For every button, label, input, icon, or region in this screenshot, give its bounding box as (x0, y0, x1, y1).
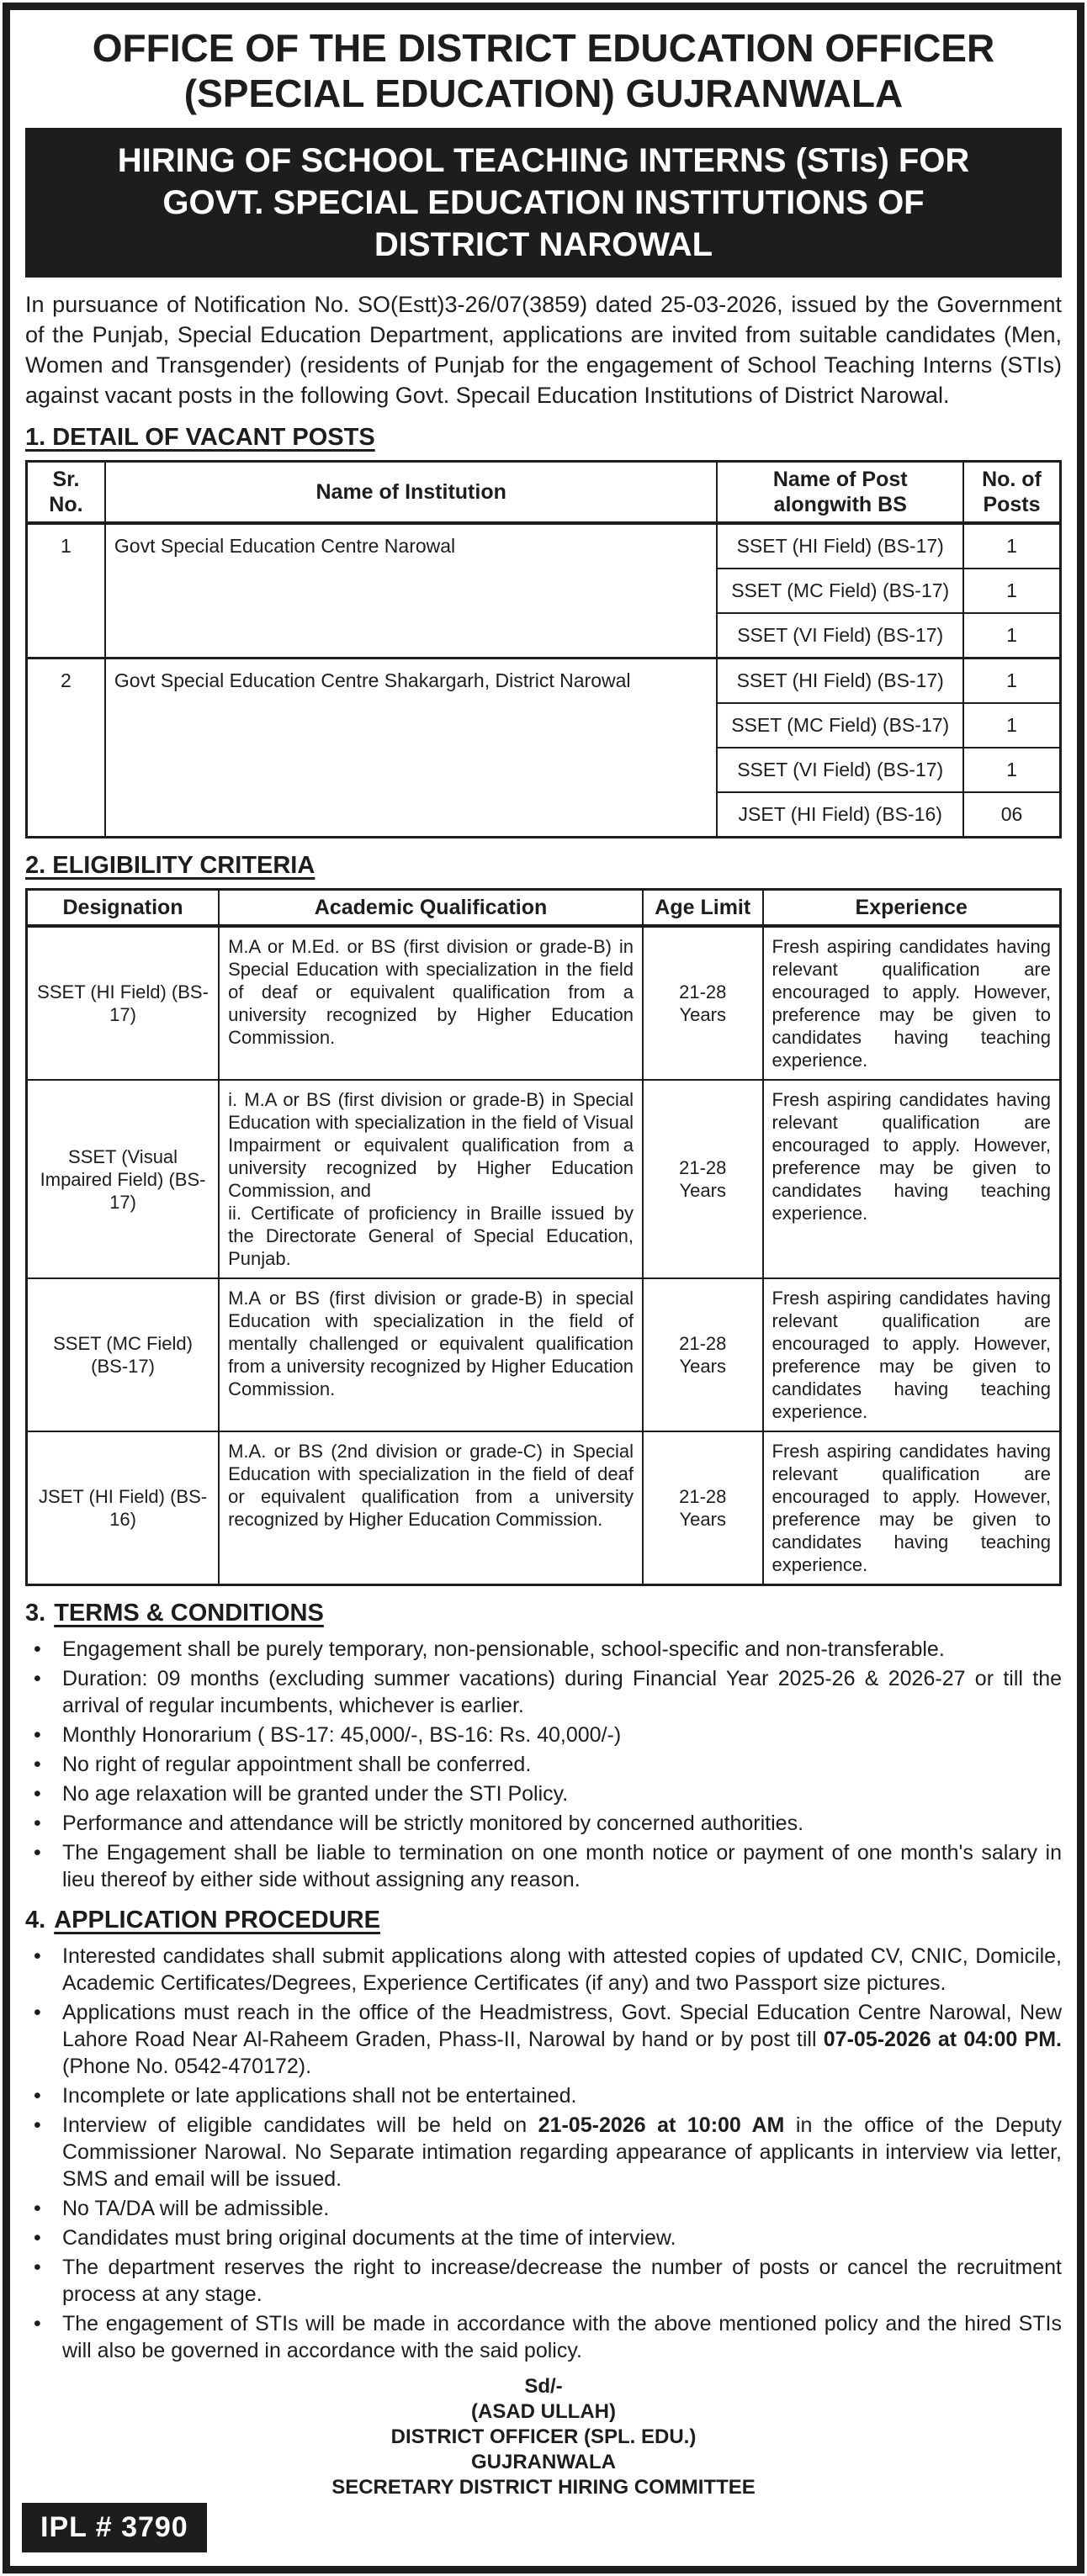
bullet-segment: No age relaxation will be granted under the STI Policy. (62, 1782, 569, 1806)
banner-line: HIRING OF SCHOOL TEACHING INTERNS (STIs) FOR (117, 142, 970, 179)
bullet-dot-icon: • (34, 1753, 41, 1776)
post-count-cell: 1 (963, 523, 1061, 569)
bullet-segment: Duration: 09 months (excluding summer vacations) during Financial Year 2025-26 & 2026-27 or till the arrival of regular incumbents, whichever is earlier. (62, 1667, 1062, 1717)
qualification-paragraph: M.A or M.Ed. or BS (first division or grade-B) in Special Education with specialization in the field of deaf or equivalent qualification from a university recognized by Higher Education Commission. (228, 936, 634, 1048)
eligibility-row (27, 1278, 1061, 1431)
bullet-text (62, 2224, 1062, 2251)
eligibility-row (27, 926, 1061, 1080)
bullet-segment: Engagement shall be purely temporary, non-pensionable, school-specific and non-transferable. (62, 1637, 945, 1661)
vacant-col-header: No. of Posts (963, 462, 1061, 524)
office-title (25, 25, 1062, 116)
terms-item (25, 1839, 1062, 1893)
qualification-cell (219, 1431, 643, 1585)
post-count-cell: 1 (963, 703, 1061, 748)
age-limit-cell: 21-28 Years (643, 1080, 763, 1278)
post-name-cell: SSET (MC Field) (BS-17) (717, 703, 963, 748)
qualification-paragraph: i. M.A or BS (first division or grade-B) in Special Education with specialization in the field of Visual Impairment or equivalent qualification from a university recognized by Higher Education Commission, and (228, 1089, 634, 1201)
vacant-col-header: Name of Post alongwith BS (717, 462, 963, 524)
post-count-cell: 1 (963, 613, 1061, 659)
qualification-cell (219, 1080, 643, 1278)
eligibility-col-header: Designation (27, 890, 220, 927)
designation-cell: JSET (HI Field) (BS-16) (27, 1431, 220, 1585)
bullet-text (62, 1780, 1062, 1807)
bullet-bold-segment: 21-05-2026 at 10:00 AM (538, 2113, 785, 2137)
designation-cell: SSET (Visual Impaired Field) (BS-17) (27, 1080, 220, 1278)
bullet-dot-icon: • (34, 1841, 41, 1865)
section-title: APPLICATION PROCEDURE (54, 1907, 380, 1933)
bullet-segment: Monthly Honorarium ( BS-17: 45,000/-, BS-16: Rs. 40,000/-) (62, 1723, 622, 1747)
bullet-segment: The department reserves the right to increase/decrease the number of posts or cancel the recruitment process at any stage. (62, 2256, 1062, 2306)
ipl-number-badge: IPL # 3790 (22, 2503, 207, 2552)
post-name-cell: JSET (HI Field) (BS-16) (717, 792, 963, 838)
bullet-segment: Performance and attendance will be strictly monitored by concerned authorities. (62, 1812, 804, 1835)
eligibility-table-header-row (27, 890, 1061, 927)
bullet-segment: No right of regular appointment shall be conferred. (62, 1753, 532, 1776)
post-count-cell: 06 (963, 792, 1061, 838)
application-item (25, 2254, 1062, 2308)
post-count-cell: 1 (963, 748, 1061, 792)
bullet-segment: Interested candidates shall submit applications along with attested copies of updated CV, CNIC, Domicile, Academic Certificates/Degrees, Experience Certificates (if any) and two Passport size pictures. (62, 1944, 1062, 1995)
designation-cell: SSET (HI Field) (BS-17) (27, 926, 220, 1080)
terms-item (25, 1780, 1062, 1807)
vacant-table-header-row (27, 462, 1061, 524)
bullet-dot-icon: • (34, 1812, 41, 1835)
bullet-text (62, 1636, 1062, 1663)
bullet-segment: The Engagement shall be liable to termination on one month notice or payment of one month's salary in lieu thereof by either side without assigning any reason. (62, 1841, 1062, 1891)
post-name-cell: SSET (HI Field) (BS-17) (717, 659, 963, 704)
bullet-text (62, 2112, 1062, 2193)
bullet-text (62, 1839, 1062, 1893)
section-heading-vacant-posts (25, 424, 1062, 452)
bullet-text (62, 1722, 1062, 1748)
designation-cell: SSET (MC Field) (BS-17) (27, 1278, 220, 1431)
bullet-text (62, 1810, 1062, 1837)
vacant-row (27, 523, 1061, 569)
bullet-text (62, 2310, 1062, 2364)
office-title-line: (SPECIAL EDUCATION) GUJRANWALA (183, 71, 904, 115)
banner-line: GOVT. SPECIAL EDUCATION INSTITUTIONS OF (162, 184, 925, 221)
section-number: 4. (25, 1907, 46, 1933)
sr-no-cell: 1 (27, 523, 105, 659)
bullet-text (62, 2254, 1062, 2308)
qualification-paragraph: M.A. or BS (2nd division or grade-C) in Special Education with specialization in the field of deaf or equivalent qualification from a university recognized by Higher Education Commission. (228, 1441, 634, 1530)
terms-list (25, 1636, 1062, 1893)
application-procedure-list (25, 1943, 1062, 2364)
intro-paragraph: In pursuance of Notification No. SO(Estt)3-26/07(3859) dated 25-03-2026, issued by the Government of the Punjab, Special Education Department, applications are invited from suitable candidates (Men, Women and Transgender) (residents of Punjab for the engagement of School Teaching Interns (STIs) against vacant posts in the following Govt. Specail Education Institutions of District Narowal. (25, 292, 1062, 408)
terms-item (25, 1636, 1062, 1663)
application-item (25, 2082, 1062, 2109)
eligibility-col-header: Academic Qualification (219, 890, 643, 927)
bullet-text (62, 1999, 1062, 2080)
bullet-dot-icon: • (34, 2256, 41, 2279)
bullet-dot-icon: • (34, 2113, 41, 2137)
bullet-text (62, 1665, 1062, 1719)
banner-line: DISTRICT NAROWAL (374, 226, 713, 263)
eligibility-row (27, 1080, 1061, 1278)
bullet-dot-icon: • (34, 2226, 41, 2250)
application-item (25, 2310, 1062, 2364)
experience-cell: Fresh aspiring candidates having relevant qualification are encouraged to apply. However, preference may be given to candidates having teaching experience. (763, 1080, 1061, 1278)
section-number: 3. (25, 1600, 46, 1627)
post-name-cell: SSET (MC Field) (BS-17) (717, 569, 963, 613)
section-title: 1. DETAIL OF VACANT POSTS (25, 424, 375, 451)
experience-cell: Fresh aspiring candidates having relevant qualification are encouraged to apply. However, preference may be given to candidates having teaching experience. (763, 1431, 1061, 1585)
signature-line: Sd/- (524, 2375, 563, 2398)
institution-cell: Govt Special Education Centre Shakargarh, District Narowal (105, 659, 718, 838)
bullet-segment: (Phone No. 0542-470172). (62, 2055, 312, 2078)
application-item (25, 2112, 1062, 2193)
terms-item (25, 1665, 1062, 1719)
bullet-dot-icon: • (34, 2084, 41, 2108)
institution-cell: Govt Special Education Centre Narowal (105, 523, 718, 659)
section-heading-application (25, 1907, 1062, 1934)
hiring-banner (25, 128, 1062, 278)
eligibility-col-header: Experience (763, 890, 1061, 927)
bullet-text (62, 1943, 1062, 1997)
bullet-text (62, 2082, 1062, 2109)
bullet-dot-icon: • (34, 1944, 41, 1968)
qualification-paragraph: M.A or BS (first division or grade-B) in special Education with specialization in the field of mentally challenged or equivalent qualification from a university recognized by Higher Education Commission. (228, 1288, 634, 1399)
section-title: 2. ELIGIBILITY CRITERIA (25, 852, 315, 879)
post-name-cell: SSET (VI Field) (BS-17) (717, 613, 963, 659)
vacant-col-header: Sr. No. (27, 462, 105, 524)
section-heading-terms (25, 1600, 1062, 1627)
post-count-cell: 1 (963, 659, 1061, 704)
application-item (25, 2224, 1062, 2251)
eligibility-row (27, 1431, 1061, 1585)
bullet-dot-icon: • (34, 1723, 41, 1747)
signature-block (25, 2374, 1062, 2500)
vacant-posts-table (25, 460, 1062, 838)
age-limit-cell: 21-28 Years (643, 926, 763, 1080)
bullet-dot-icon: • (34, 1637, 41, 1661)
qualification-paragraph: ii. Certificate of proficiency in Braille issued by the Directorate General of Special Education, Punjab. (228, 1203, 634, 1269)
eligibility-col-header: Age Limit (643, 890, 763, 927)
bullet-dot-icon: • (34, 2197, 41, 2220)
experience-cell: Fresh aspiring candidates having relevant qualification are encouraged to apply. However, preference may be given to candidates having teaching experience. (763, 1278, 1061, 1431)
application-item (25, 1943, 1062, 1997)
bullet-segment: Applications must reach in the office of the Headmistress, Govt. Special Education Centre Narowal, New Lahore Road Near Al-Raheem Graden, Phass-II, Narowal by hand or by post till (62, 2001, 1062, 2051)
bullet-segment: in the office of the Deputy Commissioner Narowal. No Separate intimation regarding appearance of applicants in interview via letter, SMS and email will be issued. (62, 2113, 1062, 2191)
terms-item (25, 1751, 1062, 1778)
qualification-cell (219, 926, 643, 1080)
bullet-segment: Incomplete or late applications shall not be entertained. (62, 2084, 577, 2108)
signature-line: GUJRANWALA (471, 2451, 616, 2473)
vacant-row (27, 659, 1061, 704)
bullet-segment: No TA/DA will be admissible. (62, 2197, 330, 2220)
terms-item (25, 1722, 1062, 1748)
sr-no-cell: 2 (27, 659, 105, 838)
experience-cell: Fresh aspiring candidates having relevant qualification are encouraged to apply. However, preference may be given to candidates having teaching experience. (763, 926, 1061, 1080)
signature-line: (ASAD ULLAH) (471, 2400, 616, 2423)
post-name-cell: SSET (HI Field) (BS-17) (717, 523, 963, 569)
eligibility-table (25, 888, 1062, 1586)
bullet-text (62, 1751, 1062, 1778)
age-limit-cell: 21-28 Years (643, 1431, 763, 1585)
post-name-cell: SSET (VI Field) (BS-17) (717, 748, 963, 792)
office-title-line: OFFICE OF THE DISTRICT EDUCATION OFFICER (92, 26, 995, 70)
application-item (25, 1999, 1062, 2080)
signature-line: DISTRICT OFFICER (SPL. EDU.) (390, 2425, 697, 2448)
bullet-text (62, 2195, 1062, 2222)
bullet-dot-icon: • (34, 1667, 41, 1690)
bullet-dot-icon: • (34, 2312, 41, 2335)
post-count-cell: 1 (963, 569, 1061, 613)
advertisement-frame (3, 3, 1084, 2573)
section-heading-eligibility (25, 852, 1062, 880)
age-limit-cell: 21-28 Years (643, 1278, 763, 1431)
bullet-dot-icon: • (34, 2001, 41, 2024)
bullet-segment: Candidates must bring original documents at the time of interview. (62, 2226, 676, 2250)
bullet-bold-segment: 07-05-2026 at 04:00 PM. (823, 2028, 1062, 2051)
vacant-col-header: Name of Institution (105, 462, 718, 524)
qualification-cell (219, 1278, 643, 1431)
application-item (25, 2195, 1062, 2222)
bullet-dot-icon: • (34, 1782, 41, 1806)
terms-item (25, 1810, 1062, 1837)
section-title: TERMS & CONDITIONS (54, 1600, 324, 1627)
bullet-segment: The engagement of STIs will be made in accordance with the above mentioned policy and the hired STIs will also be governed in accordance with the said policy. (62, 2312, 1062, 2362)
bullet-segment: Interview of eligible candidates will be held on (62, 2113, 538, 2137)
signature-line: SECRETARY DISTRICT HIRING COMMITTEE (331, 2476, 756, 2499)
